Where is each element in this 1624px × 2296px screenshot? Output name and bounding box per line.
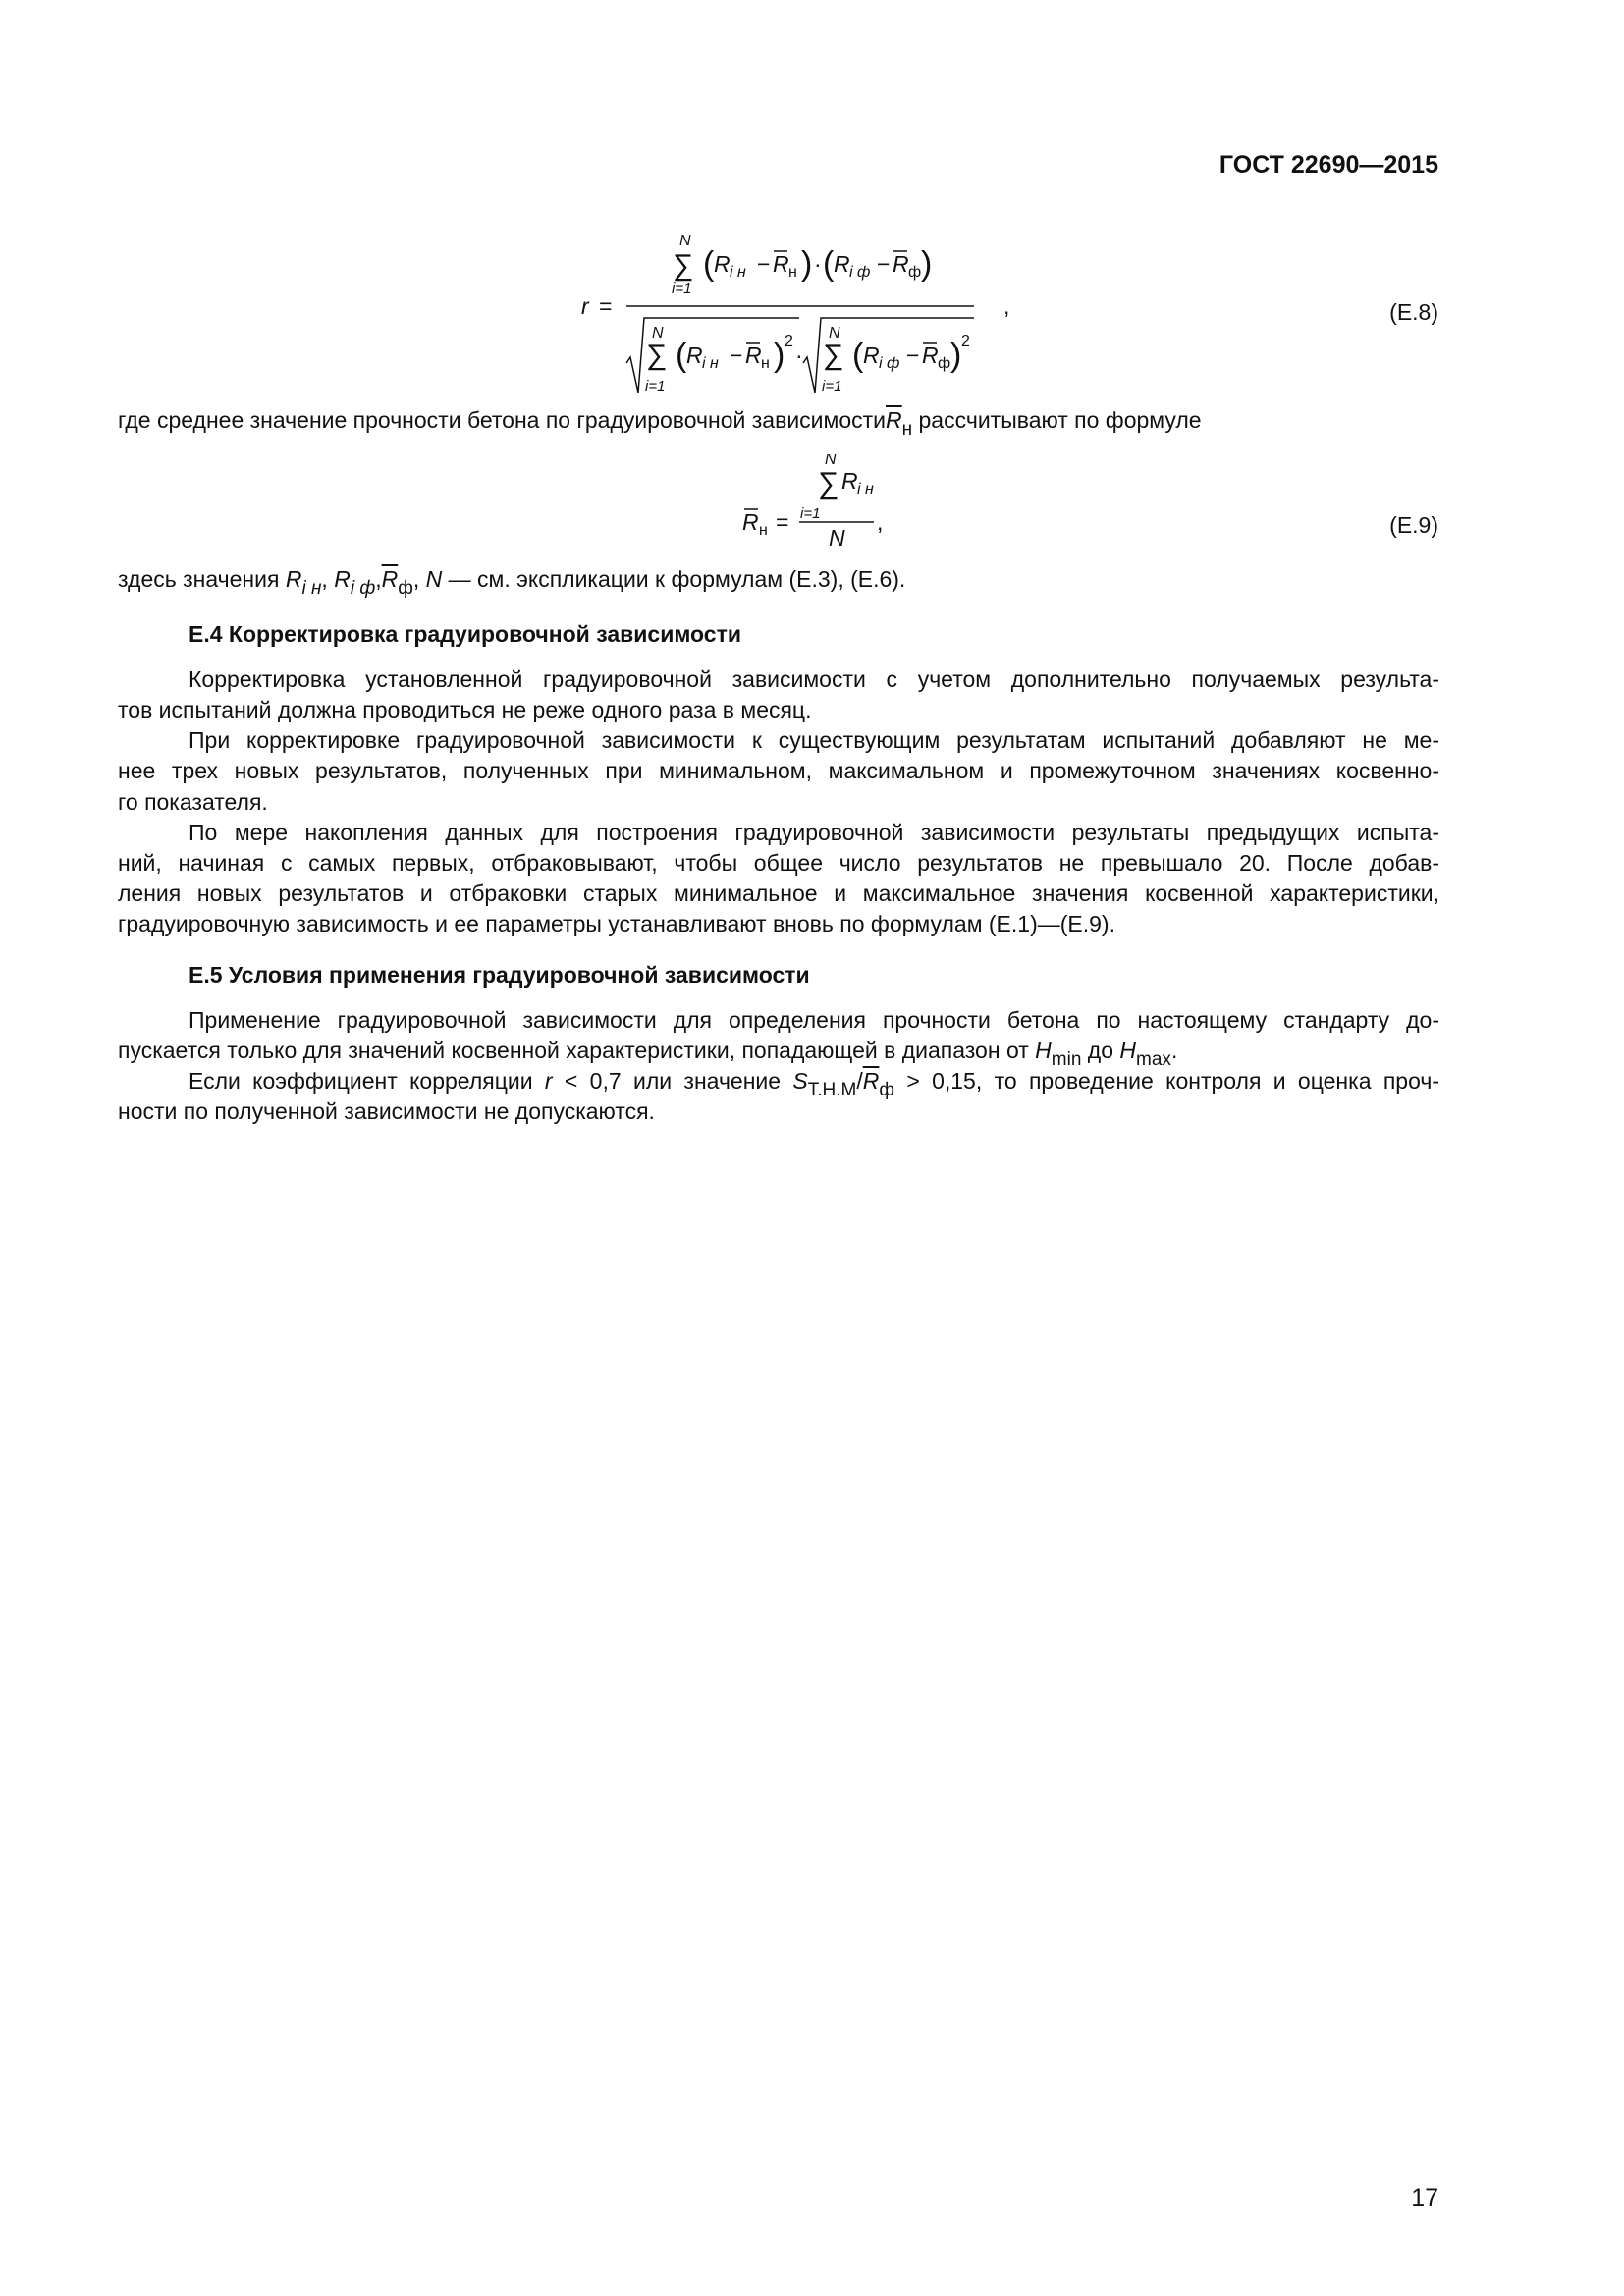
e8-den-rp1: ) <box>774 337 785 374</box>
e5-para1-text: пускается только для значений косвенной характеристики, попадающей в диапазон от <box>118 1038 1036 1063</box>
e9-lhs-R: R <box>742 509 759 535</box>
e8-den-s2: н <box>761 355 770 372</box>
here-comma1: , <box>321 566 335 592</box>
e5-slash: / <box>856 1068 863 1094</box>
here-R1: R <box>285 566 302 592</box>
e4-para2-line2: нее трех новых результатов, полученных при минимальном, максимальном и промежуточном значениях косвенно- <box>118 758 1439 783</box>
e4-para1-line2: тов испытаний должна проводиться не реже одного раза в месяц. <box>118 697 812 722</box>
here-comma3: , <box>412 566 426 592</box>
e4-para1-line1: Корректировка установленной градуировочной зависимости с учетом дополнительно получаемых результа- <box>189 667 1439 692</box>
e8-num-lp2: ( <box>823 245 835 283</box>
document-number: ГОСТ 22690—2015 <box>1218 151 1438 179</box>
e5-R: $\overline{R}$ <box>862 1068 880 1094</box>
e8-den-sigma1: ∑ <box>646 339 668 371</box>
e5-para2-text-c: > 0,15, то проведение контроля и оценка проч- <box>894 1068 1439 1094</box>
e4-para2-line3: го показателя. <box>118 789 268 815</box>
e9-N-top: N <box>825 452 837 468</box>
here-R3: $\overline{R}$ <box>381 566 399 592</box>
where-text: где среднее значение прочности бетона по градуировочной зависимости <box>118 407 886 433</box>
e8-den-i1b: i=1 <box>822 378 842 395</box>
e8-num-lp1: ( <box>703 245 715 283</box>
e8-den-sq2: 2 <box>961 333 970 349</box>
e8-den-R2: R <box>745 343 762 368</box>
e8-num-dot: · <box>814 251 822 277</box>
e8-num-R4: R <box>893 251 909 277</box>
e8-den-R4: R <box>922 343 939 368</box>
e5-r: r <box>544 1068 553 1094</box>
e8-den-m1: − <box>730 343 743 368</box>
e5-para1-line1: Применение градуировочной зависимости для определения прочности бетона по настоящему стандарту до- <box>189 1007 1439 1033</box>
e5-Hmax-sub: max <box>1136 1049 1171 1070</box>
section-e4-heading: Е.4 Корректировка градуировочной зависимости <box>189 621 741 647</box>
here-R2: R <box>334 566 351 592</box>
here-R2-sub: i ф <box>350 578 376 599</box>
e9-R-sub: i н <box>857 481 874 498</box>
e8-den-rp2: ) <box>950 337 962 374</box>
where-R: $\overline{R}$ <box>886 407 902 433</box>
page-number: 17 <box>1411 2184 1438 2212</box>
e8-den-i1a: i=1 <box>645 378 666 395</box>
e9-N-den: N <box>829 525 845 551</box>
e5-Hmin: H <box>1035 1038 1052 1063</box>
here-R1-sub: i н <box>301 578 322 599</box>
e5-Hmin-sub: min <box>1051 1049 1082 1070</box>
e8-den-sigma2: ∑ <box>823 339 844 371</box>
e8-den-m2: − <box>906 343 920 368</box>
e8-den-dot: · <box>795 343 803 368</box>
e4-para3-line2: ний, начиная с самых первых, отбраковывают, чтобы общее число результатов не превышало 20. После добав- <box>118 850 1439 876</box>
here-text: здесь значения <box>118 566 286 592</box>
e5-do: до <box>1081 1038 1120 1063</box>
e8-num-sigma: ∑ <box>673 249 694 282</box>
e8-den-R3: R <box>863 343 880 368</box>
e5-para2-line2: ности по полученной зависимости не допускаются. <box>118 1098 655 1124</box>
e5-para1-line2 <box>118 1038 1439 1070</box>
e8-r: r <box>581 294 589 319</box>
here-comma2: , <box>375 566 382 592</box>
e9-eq: = <box>776 509 789 535</box>
e8-num-N: N <box>679 233 691 249</box>
e8-num-s3: i ф <box>849 264 871 281</box>
e8-den-N1: N <box>652 325 664 342</box>
e8-num-s1: i н <box>730 264 746 281</box>
e9-sigma: ∑ <box>818 467 839 500</box>
e4-para3-line3: ления новых результатов и отбраковки старых минимальное и максимальное значения косвенной характеристики, <box>118 881 1439 906</box>
where-text-after: рассчитывают по формуле <box>912 407 1202 433</box>
e8-num-s4: ф <box>908 264 922 281</box>
e8-num-rp1: ) <box>801 245 813 283</box>
e8-den-R1: R <box>686 343 703 368</box>
e8-den-N2: N <box>829 325 840 342</box>
e8-eq: = <box>599 294 613 319</box>
e4-para3-line1: По мере накопления данных для построения градуировочной зависимости результаты предыдущих испыта- <box>189 820 1439 845</box>
equation-number-e8: (Е.8) <box>1389 299 1438 325</box>
e5-para2-line1 <box>189 1068 1439 1100</box>
e5-para2-text-a: Если коэффициент корреляции <box>189 1068 545 1094</box>
e8-den-lp2: ( <box>852 337 864 374</box>
e8-comma: , <box>1003 294 1010 319</box>
e5-S: S <box>792 1068 808 1094</box>
e8-num-R2: R <box>773 251 789 277</box>
e4-para2-line1: При корректировке градуировочной зависимости к существующим результатам испытаний добавляют не ме- <box>189 727 1439 753</box>
e9-comma: , <box>877 509 884 535</box>
formula-e9 <box>736 447 913 564</box>
e8-num-R1: R <box>714 251 731 277</box>
here-N: N <box>425 566 443 592</box>
e8-num-s2: н <box>788 264 797 281</box>
here-text-after: — см. экспликации к формулам (Е.3), (Е.6). <box>442 566 906 592</box>
e5-Hmax: H <box>1119 1038 1137 1063</box>
e8-den-sq1: 2 <box>785 333 793 349</box>
here-line <box>118 566 1439 599</box>
e8-den-lp1: ( <box>676 337 687 374</box>
e5-dot: . <box>1170 1038 1178 1063</box>
section-e5-heading: Е.5 Условия применения градуировочной зависимости <box>189 962 810 988</box>
e5-para2-text-b: < 0,7 или значение <box>552 1068 793 1094</box>
e9-R: R <box>841 468 858 494</box>
e5-S-sub: Т.Н.М <box>807 1080 857 1100</box>
e5-R-sub: ф <box>879 1080 894 1100</box>
here-R3-sub: ф <box>398 578 413 599</box>
e9-lhs-sub: н <box>759 522 768 539</box>
e4-para3-line4: градуировочную зависимость и ее параметры устанавливают вновь по формулам (Е.1)—(Е.9). <box>118 911 1115 936</box>
where-line <box>118 407 1439 440</box>
e8-den-s3: i ф <box>879 355 900 372</box>
e8-num-rp2: ) <box>921 245 933 283</box>
e8-num-m2: − <box>877 251 891 277</box>
formula-e8 <box>569 226 1041 402</box>
e8-den-s4: ф <box>938 355 951 372</box>
e9-i1: i=1 <box>800 506 821 522</box>
e8-num-i1: i=1 <box>672 280 692 296</box>
e8-num-R3: R <box>834 251 850 277</box>
equation-number-e9: (Е.9) <box>1389 512 1438 538</box>
e8-den-s1: i н <box>702 355 719 372</box>
where-R-sub: н <box>901 419 913 440</box>
e8-num-m1: − <box>757 251 771 277</box>
